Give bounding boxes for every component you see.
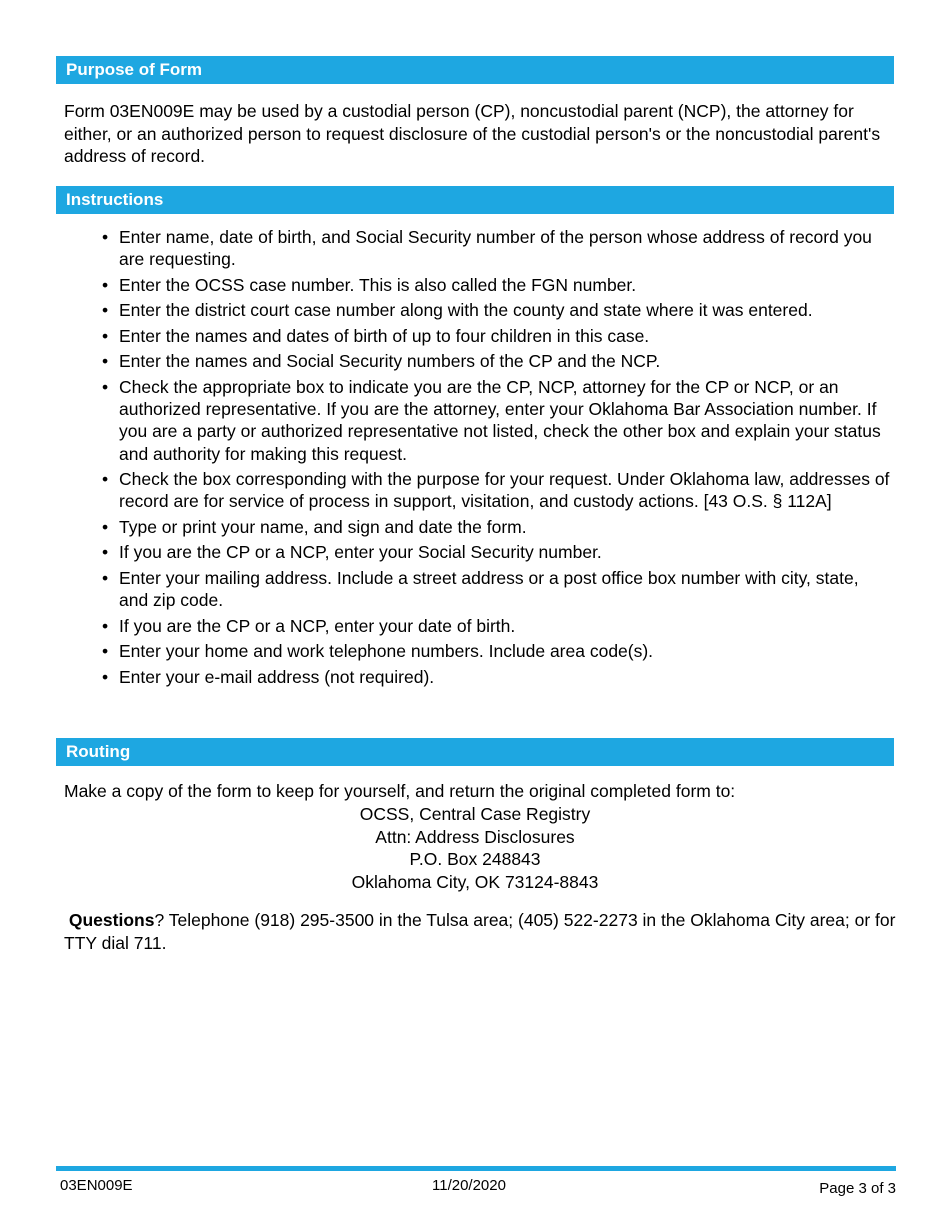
- bullet-icon: •: [102, 300, 109, 321]
- routing-header: Routing: [56, 738, 894, 766]
- list-item-text: Enter name, date of birth, and Social Security number of the person whose address of record you are requesting.: [119, 227, 872, 270]
- list-item-text: Enter the names and Social Security numbers of the CP and the NCP.: [119, 351, 661, 372]
- list-item-text: Check the box corresponding with the purpose for your request. Under Oklahoma law, addresses of record are for service of process in support, visitation, and custody actions. [43 O.S. § 112A]: [119, 469, 890, 512]
- mailing-address: [56, 803, 894, 893]
- list-item-text: Type or print your name, and sign and date the form.: [119, 516, 527, 537]
- bullet-icon: •: [102, 567, 109, 588]
- list-item: [100, 350, 890, 372]
- list-item: [100, 468, 890, 513]
- list-item: [100, 541, 890, 563]
- list-item: [100, 274, 890, 296]
- bullet-icon: •: [102, 666, 109, 687]
- bullet-icon: •: [102, 351, 109, 372]
- bullet-icon: •: [102, 274, 109, 295]
- instructions-header: Instructions: [56, 186, 894, 214]
- address-line: Oklahoma City, OK 73124-8843: [351, 871, 599, 892]
- list-item-text: Enter your home and work telephone numbers. Include area code(s).: [119, 641, 654, 662]
- list-item: [100, 226, 890, 271]
- questions-text: ? Telephone (918) 295-3500 in the Tulsa area; (405) 522-2273 in the Oklahoma City area; or for TTY dial 711.: [64, 910, 896, 953]
- list-item-text: Enter the OCSS case number. This is also called the FGN number.: [119, 274, 637, 295]
- footer-date: 11/20/2020: [432, 1177, 506, 1194]
- list-item: [100, 516, 890, 538]
- questions-label: Questions: [68, 910, 155, 930]
- footer-form-number: 03EN009E: [60, 1177, 133, 1194]
- questions-paragraph: [64, 909, 896, 954]
- address-line: Attn: Address Disclosures: [375, 826, 575, 847]
- list-item-text: If you are the CP or a NCP, enter your date of birth.: [119, 615, 516, 636]
- purpose-text: Form 03EN009E may be used by a custodial person (CP), noncustodial parent (NCP), the attorney for either, or an authorized person to request disclosure of the custodial person's or the noncustodial parent's address of record.: [64, 101, 881, 166]
- bullet-icon: •: [102, 542, 109, 563]
- list-item-text: Enter your e-mail address (not required).: [119, 666, 435, 687]
- list-item-text: Enter the district court case number along with the county and state where it was entered.: [119, 300, 813, 321]
- bullet-icon: •: [102, 376, 109, 397]
- bullet-icon: •: [102, 615, 109, 636]
- bullet-icon: •: [102, 516, 109, 537]
- instructions-list: [100, 226, 890, 691]
- list-item: [100, 640, 890, 662]
- bullet-icon: •: [102, 641, 109, 662]
- purpose-header: Purpose of Form: [56, 56, 894, 84]
- list-item: [100, 666, 890, 688]
- footer-page-number: Page 3 of 3: [819, 1180, 896, 1197]
- list-item: [100, 567, 890, 612]
- list-item: [100, 376, 890, 465]
- list-item: [100, 299, 890, 321]
- address-line: P.O. Box 248843: [409, 849, 541, 869]
- list-item-text: Enter the names and dates of birth of up to four children in this case.: [119, 325, 650, 346]
- list-item: [100, 615, 890, 637]
- routing-intro: Make a copy of the form to keep for yourself, and return the original completed form to:: [64, 781, 736, 801]
- bullet-icon: •: [102, 469, 109, 490]
- list-item-text: Enter your mailing address. Include a street address or a post office box number with city, state, and zip code.: [119, 567, 859, 611]
- address-line: OCSS, Central Case Registry: [359, 804, 591, 824]
- list-item-text: Check the appropriate box to indicate you are the CP, NCP, attorney for the CP or NCP, or an authorized representative. If you are the attorney, enter your Oklahoma Bar Association number. If you are a party or authorized representative not listed, check the other box and explain your status and authority for making this request.: [119, 376, 881, 464]
- bullet-icon: •: [102, 227, 109, 247]
- list-item-text: If you are the CP or a NCP, enter your Social Security number.: [119, 542, 602, 563]
- list-item: [100, 325, 890, 347]
- footer-divider: [56, 1166, 896, 1171]
- bullet-icon: •: [102, 325, 109, 346]
